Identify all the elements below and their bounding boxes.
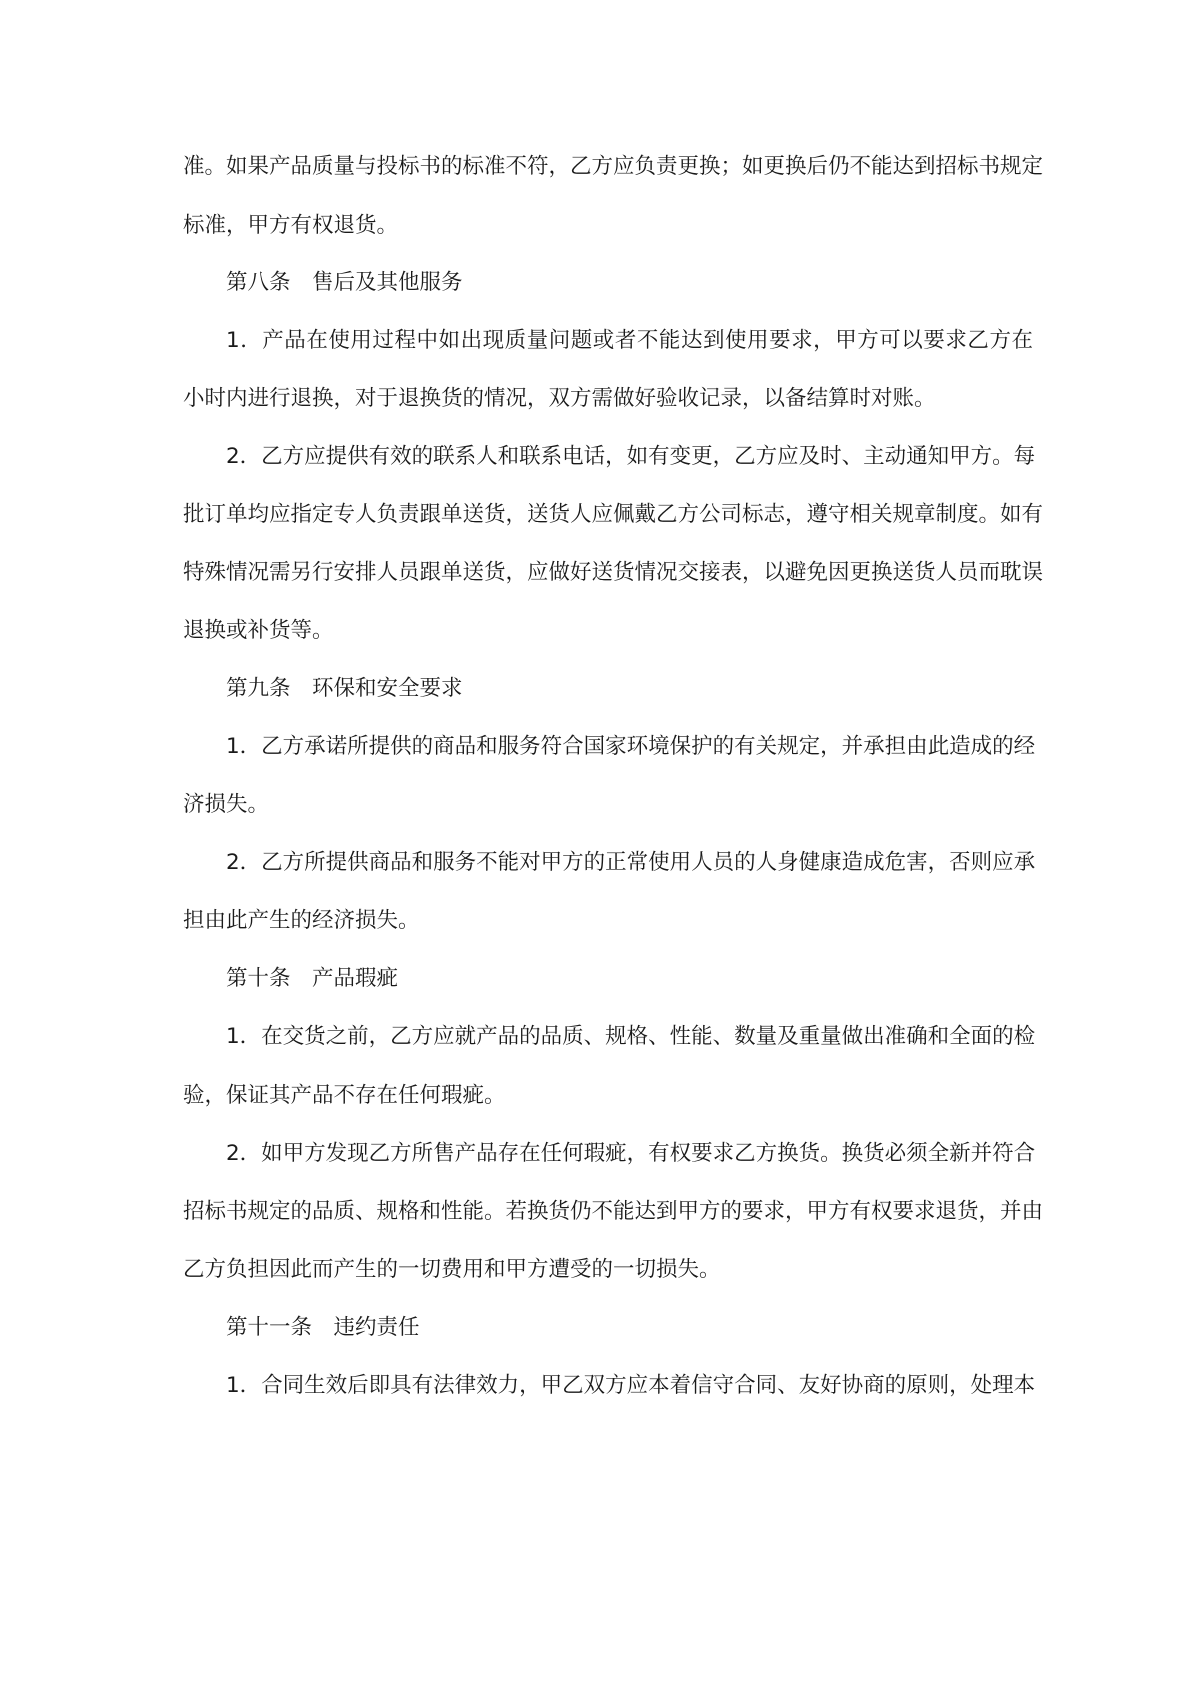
body-text-line: 2．如甲方发现乙方所售产品存在任何瑕疵，有权要求乙方换货。换货必须全新并符合: [226, 1141, 1036, 1166]
body-text-line: 标准，甲方有权退货。: [183, 213, 399, 238]
body-text-line: 退换或补货等。: [183, 618, 334, 643]
body-text-line: 准。如果产品质量与投标书的标准不符，乙方应负责更换；如更换后仍不能达到招标书规定: [183, 154, 1044, 179]
body-text-line: 1．乙方承诺所提供的商品和服务符合国家环境保护的有关规定，并承担由此造成的经: [226, 734, 1036, 759]
body-text-line: 乙方负担因此而产生的一切费用和甲方遭受的一切损失。: [183, 1257, 721, 1282]
body-text-line: 1．在交货之前，乙方应就产品的品质、规格、性能、数量及重量做出准确和全面的检: [226, 1024, 1036, 1049]
body-text-line: 1．合同生效后即具有法律效力，甲乙双方应本着信守合同、友好协商的原则，处理本: [226, 1373, 1036, 1398]
body-text-line: 小时内进行退换，对于退换货的情况，双方需做好验收记录，以备结算时对账。: [183, 386, 936, 411]
section-heading: 第九条 环保和安全要求: [226, 676, 463, 701]
body-text-line: 1．产品在使用过程中如出现质量问题或者不能达到使用要求，甲方可以要求乙方在: [226, 328, 1033, 353]
body-text-line: 特殊情况需另行安排人员跟单送货，应做好送货情况交接表，以避免因更换送货人员而耽误: [183, 560, 1044, 585]
section-heading: 第十一条 违约责任: [226, 1315, 420, 1340]
body-text-line: 2．乙方应提供有效的联系人和联系电话，如有变更，乙方应及时、主动通知甲方。每: [226, 444, 1036, 469]
body-text-line: 招标书规定的品质、规格和性能。若换货仍不能达到甲方的要求，甲方有权要求退货，并由: [183, 1199, 1044, 1224]
body-text-line: 验，保证其产品不存在任何瑕疵。: [183, 1083, 506, 1108]
body-text-line: 担由此产生的经济损失。: [183, 908, 420, 933]
body-text-line: 2．乙方所提供商品和服务不能对甲方的正常使用人员的人身健康造成危害，否则应承: [226, 850, 1036, 875]
section-heading: 第十条 产品瑕疵: [226, 966, 399, 991]
body-text-line: 济损失。: [183, 792, 270, 817]
section-heading: 第八条 售后及其他服务: [226, 270, 463, 295]
body-text-line: 批订单均应指定专人负责跟单送货，送货人应佩戴乙方公司标志，遵守相关规章制度。如有: [183, 502, 1044, 527]
